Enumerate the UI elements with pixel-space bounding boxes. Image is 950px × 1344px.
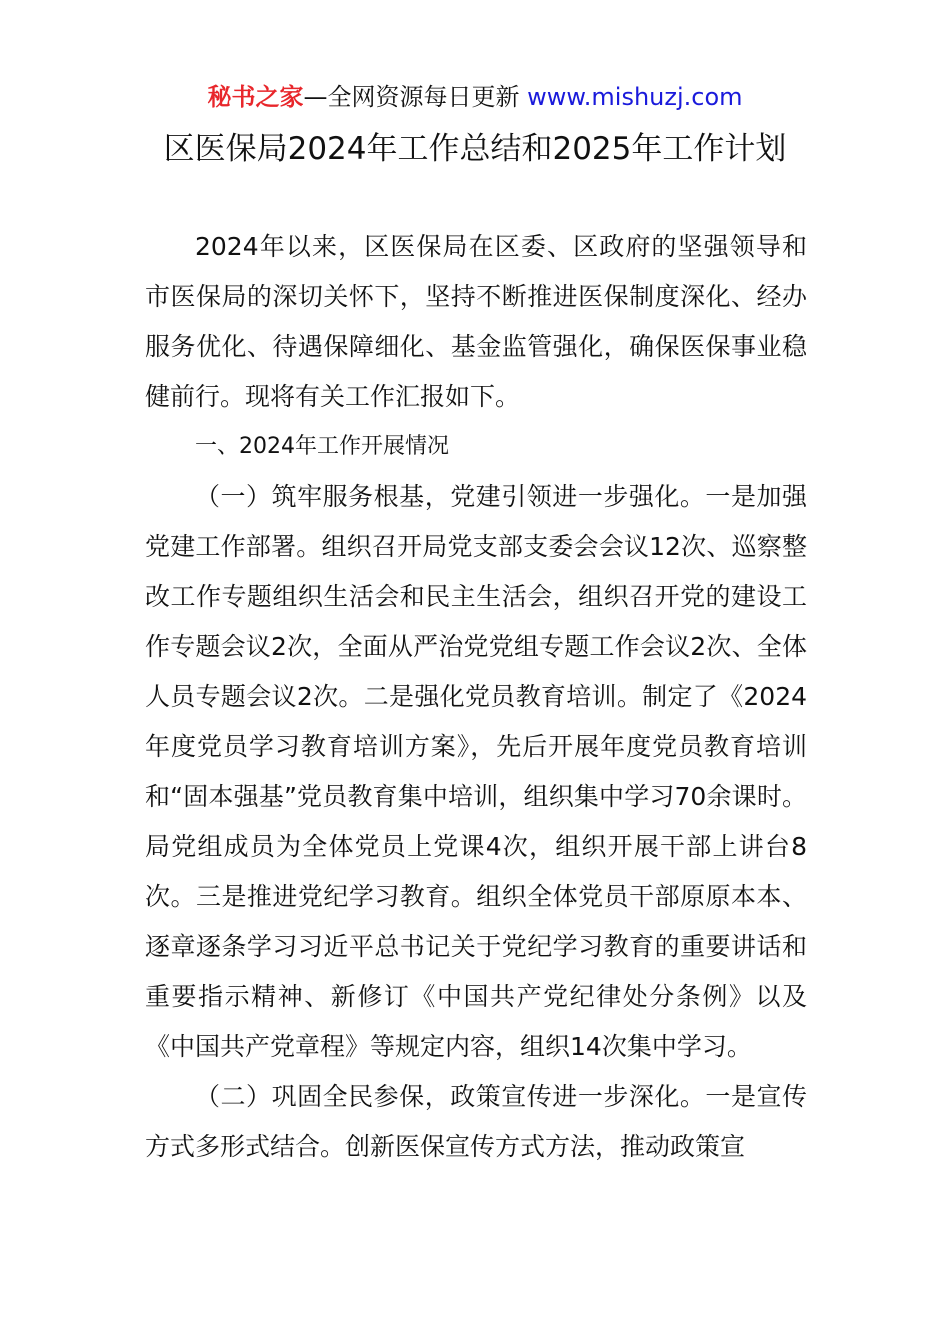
intro-paragraph: 2024年以来，区医保局在区委、区政府的坚强领导和市医保局的深切关怀下，坚持不断推进医保制度深化、经办服务优化、待遇保障细化、基金监管强化，确保医保事业稳健前行。现将有关工作汇报如下。 [145, 232, 807, 411]
site-header [0, 80, 950, 114]
site-tagline: —全网资源每日更新 [303, 83, 528, 111]
document-title: 区医保局2024年工作总结和2025年工作计划 [163, 131, 787, 167]
site-url-link[interactable]: www.mishuzj.com [527, 83, 743, 111]
document-body [145, 222, 807, 1172]
body-paragraph-1: （一）筑牢服务根基，党建引领进一步强化。一是加强党建工作部署。组织召开局党支部支委会会议12次、巡察整改工作专题组织生活会和民主生活会，组织召开党的建设工作专题会议2次，全面从严治党党组专题工作会议2次、全体人员专题会议2次。二是强化党员教育培训。制定了《2024年度党员学习教育培训方案》，先后开展年度党员教育培训和“固本强基”党员教育集中培训，组织集中学习70余课时。局党组成员为全体党员上党课4次，组织开展干部上讲台8次。三是推进党纪学习教育。组织全体党员干部原原本本、逐章逐条学习习近平总书记关于党纪学习教育的重要讲话和重要指示精神、新修订《中国共产党纪律处分条例》以及《中国共产党章程》等规定内容，组织14次集中学习。 [145, 482, 807, 1061]
section-heading: 一、2024年工作开展情况 [195, 434, 449, 459]
site-brand: 秘书之家 [207, 83, 304, 111]
body-paragraph-2: （二）巩固全民参保，政策宣传进一步深化。一是宣传方式多形式结合。创新医保宣传方式方法，推动政策宣 [145, 1082, 807, 1161]
